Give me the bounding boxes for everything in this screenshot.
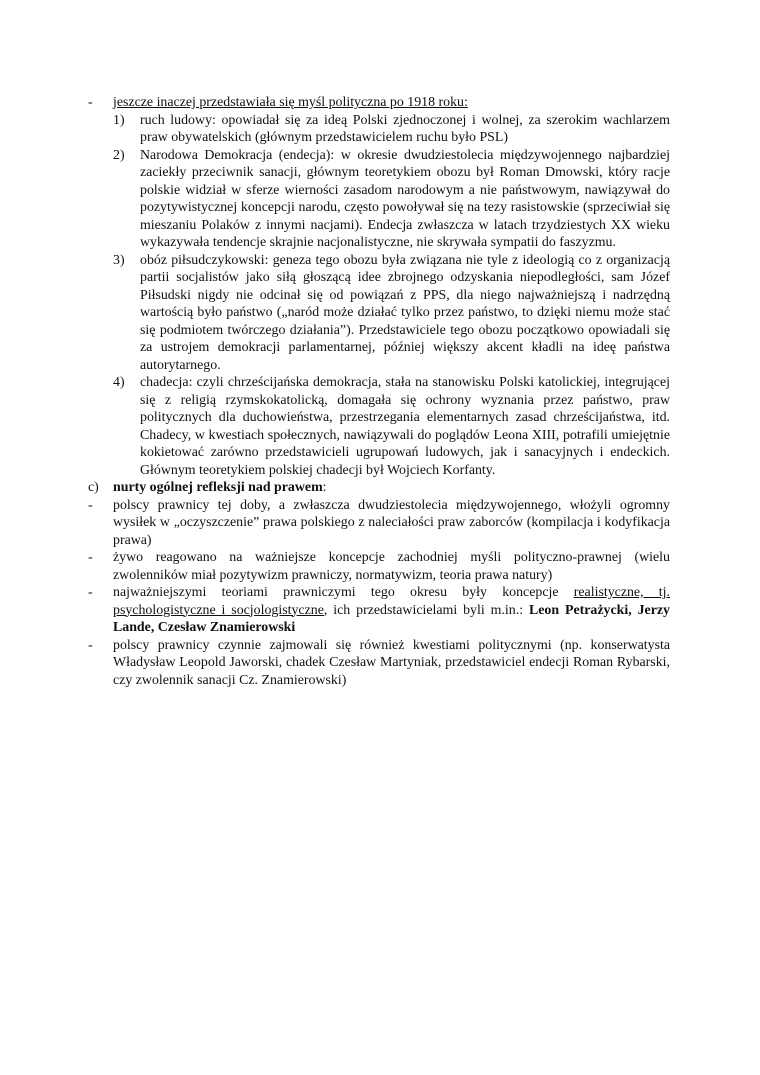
item-text: Narodowa Demokracja (endecja): w okresie dwudziestolecia międzywojennego najbardziej zaciekły przeciwnik sanacji, głównym teoretykiem obozu był Roman Dmowski, który racje polskie widział w sferze wierności zasadom narodowym a nie państwowym, nawiązywał do pozytywistycznej koncepcji narodu, często powoływał się na tezy rasistowskie (sprzeciwiał się mieszaniu Polaków z innymi nacjami). Endecja zwłaszcza w latach trzydziestych XX wieku wykazywała tendencje skrajnie nacjonalistyczne, nie skrywała sympatii do faszyzmu. — [140, 147, 670, 250]
bullet-dash: - — [88, 585, 93, 600]
bullet-teorie-prawnicze — [88, 584, 670, 637]
item-text: obóz piłsudczykowski: geneza tego obozu była związana nie tyle z ideologią co z organizacją partii socjalistów jako siłą głoszącą idee zbrojnego odzyskania niepodległości, sam Józef Piłsudski nigdy nie odcinał się od powiązań z PPS, dla niego najważniejszą i nadrzędną wartością było państwo („naród może działać tylko przez państwo, to dzięki niemu może stać się podmiotem twórczego działania”). Przedstawiciele tego obozu początkowo opowiadali się za ustrojem demokracji parlamentarnej, później większy akcent kładli na ideę państwa autorytarnego. — [140, 252, 670, 373]
item-text: chadecja: czyli chrześcijańska demokracja, stała na stanowisku Polski katolickiej, integrującej się z religią rzymskokatolicką, domagała się ochrony wyznania przez państwo, praw politycznych dla duchowieństwa, przestrzegania elementarnych zasad chrześcijaństwa, itd. Chadecy, w kwestiach społecznych, nawiązywali do poglądów Leona XIII, potrafili umiejętnie kokietować zarówno przedstawicieli ugrupowań ludowych, jak i sanacyjnych i endeckich. Głównym teoretykiem polskiej chadecji był Wojciech Korfanty. — [140, 375, 670, 478]
section-c-heading — [88, 479, 670, 497]
item-number: 1) — [113, 112, 125, 128]
bullet-kwestie-polityczne — [88, 637, 670, 690]
list-item-ruch-ludowy — [88, 112, 670, 147]
item-number: 3) — [113, 252, 125, 268]
document-body — [88, 94, 670, 689]
section-heading-colon: : — [322, 480, 327, 495]
section-heading-text: nurty ogólnej refleksji nad prawem — [113, 480, 323, 495]
bullet-dash: - — [88, 95, 93, 110]
bullet-koncepcje-zachodnie — [88, 549, 670, 584]
item-number: 4) — [113, 375, 125, 390]
list-item-chadecja — [88, 374, 670, 479]
bullet-text: żywo reagowano na ważniejsze koncepcje zachodniej myśli polityczno-prawnej (wielu zwolenników miał pozytywizm prawniczy, normatywizm, teoria prawa natury) — [113, 550, 670, 583]
bullet-text: polscy prawnicy czynnie zajmowali się również kwestiami politycznymi (np. konserwatysta Władysław Leopold Jaworski, chadek Czesław Martyniak, przedstawiciel endecji Roman Rybarski, czy zwolennik sanacji Cz. Znamierowski) — [113, 637, 670, 688]
bullet-dash: - — [88, 497, 93, 513]
intro-text: jeszcze inaczej przedstawiała się myśl polityczna po 1918 roku: — [113, 95, 468, 110]
section-label: c) — [88, 480, 99, 495]
bullet-text-pre: najważniejszymi teoriami prawniczymi tego okresu były koncepcje — [113, 585, 574, 600]
bullet-text-mid: , ich przedstawicielami byli m.in.: — [323, 602, 529, 618]
list-item-endecja — [88, 147, 670, 252]
bullet-text: polscy prawnicy tej doby, a zwłaszcza dwudziestolecia międzywojennego, włożyli ogromny wysiłek w „oczyszczenie” prawa polskiego z naleciałości praw zaborców (kompilacja i kodyfikacja prawa) — [113, 497, 670, 548]
bullet-dash: - — [88, 550, 93, 565]
list-item-pilsudczycy — [88, 252, 670, 375]
item-text: ruch ludowy: opowiadał się za ideą Polski zjednoczonej i wolnej, za szerokim wachlarzem praw obywatelskich (głównym przedstawicielem ruchu było PSL) — [140, 112, 670, 145]
bullet-text-underlined: realistyczne, tj. psychologistyczne i socjologistyczne — [113, 585, 670, 618]
intro-line — [88, 94, 670, 112]
bullet-oczyszczenie — [88, 497, 670, 550]
bullet-dash: - — [88, 637, 93, 653]
item-number: 2) — [113, 147, 125, 163]
bullet-text-names: Leon Petrażycki, Jerzy Lande, Czesław Znamierowski — [113, 602, 670, 635]
